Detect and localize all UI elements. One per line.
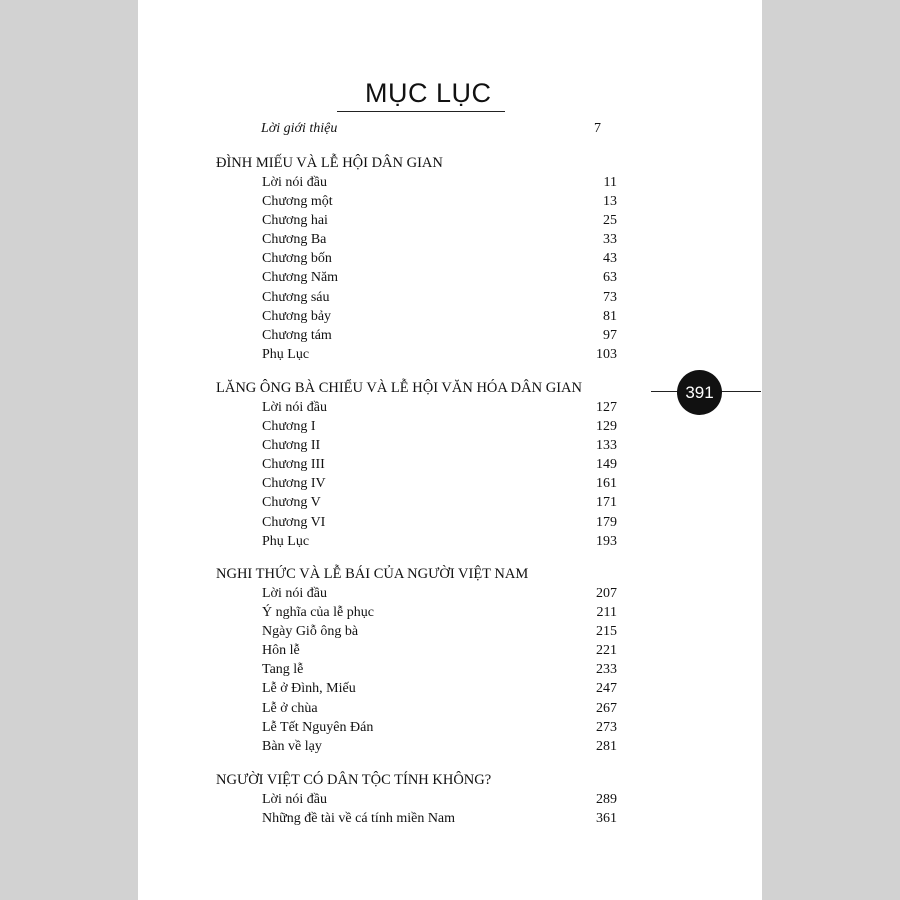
entry-label: Lời nói đầu — [262, 400, 327, 415]
entry-page: 207 — [596, 586, 617, 601]
toc-entry — [262, 792, 617, 811]
entry-label: Chương một — [262, 194, 333, 209]
entry-label: Lời nói đầu — [262, 586, 327, 601]
entry-page: 127 — [596, 400, 617, 415]
entry-page: 211 — [596, 605, 617, 620]
entry-page: 161 — [596, 476, 617, 491]
toc-entry — [262, 438, 617, 457]
toc-entry — [262, 290, 617, 309]
entry-page: 73 — [603, 290, 617, 305]
section-title: ĐÌNH MIẾU VÀ LỄ HỘI DÂN GIAN — [216, 155, 443, 171]
entry-label: Ngày Giỗ ông bà — [262, 624, 359, 639]
toc-entry — [262, 400, 617, 419]
entry-label: Phụ Lục — [262, 347, 310, 362]
intro-label: Lời giới thiệu — [261, 121, 338, 136]
toc-entry — [262, 701, 617, 720]
entry-page: 63 — [603, 270, 617, 285]
entry-label: Chương hai — [262, 213, 328, 228]
entry-label: Chương sáu — [262, 290, 330, 305]
entry-page: 281 — [596, 739, 617, 754]
entry-label: Tang lễ — [262, 662, 304, 677]
section-title: NGHI THỨC VÀ LỄ BÁI CỦA NGƯỜI VIỆT NAM — [216, 566, 529, 582]
entry-page: 11 — [603, 175, 617, 190]
entry-label: Chương bốn — [262, 251, 332, 266]
toc-entry — [262, 270, 617, 289]
toc-entry — [262, 739, 617, 758]
entry-label: Lời nói đầu — [262, 175, 327, 190]
entry-page: 233 — [596, 662, 617, 677]
entry-page: 129 — [596, 419, 617, 434]
toc-entry — [262, 213, 617, 232]
page-number-badge: 391 — [677, 370, 722, 415]
entry-label: Bàn về lạy — [262, 739, 322, 754]
title-underline — [337, 111, 505, 112]
entry-label: Lễ ở chùa — [262, 701, 318, 716]
toc-entry — [262, 419, 617, 438]
entry-page: 43 — [603, 251, 617, 266]
entry-page: 221 — [596, 643, 617, 658]
entry-label: Lễ Tết Nguyên Đán — [262, 720, 374, 735]
entry-label: Chương I — [262, 419, 316, 434]
entry-page: 97 — [603, 328, 617, 343]
toc-entry — [262, 534, 617, 553]
toc-entry — [262, 720, 617, 739]
entry-label: Những đề tài về cá tính miền Nam — [262, 811, 456, 826]
toc-entry — [262, 309, 617, 328]
entry-page: 33 — [603, 232, 617, 247]
toc-entry — [262, 495, 617, 514]
entry-label: Lời nói đầu — [262, 792, 327, 807]
toc-entry — [262, 681, 617, 700]
toc-entry — [262, 232, 617, 251]
toc-entry — [262, 457, 617, 476]
entry-label: Chương Ba — [262, 232, 327, 247]
entry-label: Chương IV — [262, 476, 326, 491]
section-title: NGƯỜI VIỆT CÓ DÂN TỘC TÍNH KHÔNG? — [216, 772, 492, 788]
toc-entry — [262, 251, 617, 270]
toc-entry — [262, 624, 617, 643]
entry-page: 193 — [596, 534, 617, 549]
entry-page: 25 — [603, 213, 617, 228]
entry-page: 133 — [596, 438, 617, 453]
entry-label: Chương tám — [262, 328, 332, 343]
toc-entry — [262, 643, 617, 662]
entry-label: Chương bảy — [262, 309, 332, 324]
intro-page-number: 7 — [594, 121, 601, 136]
page-title: MỤC LỤC — [365, 78, 492, 108]
entry-page: 103 — [596, 347, 617, 362]
entry-page: 149 — [596, 457, 617, 472]
section-title: LĂNG ÔNG BÀ CHIỂU VÀ LỄ HỘI VĂN HÓA DÂN GIAN — [216, 380, 582, 396]
entry-label: Chương VI — [262, 515, 326, 530]
entry-label: Chương V — [262, 495, 321, 510]
toc-entry — [262, 347, 617, 366]
toc-entry — [262, 515, 617, 534]
entry-label: Hôn lễ — [262, 643, 300, 658]
entry-label: Chương III — [262, 457, 325, 472]
entry-page: 361 — [596, 811, 617, 826]
toc-entry — [262, 605, 617, 624]
entry-page: 179 — [596, 515, 617, 530]
entry-label: Chương II — [262, 438, 321, 453]
toc-entry — [262, 194, 617, 213]
entry-page: 215 — [596, 624, 617, 639]
toc-entry — [262, 476, 617, 495]
entry-label: Chương Năm — [262, 270, 339, 285]
entry-page: 273 — [596, 720, 617, 735]
entry-label: Phụ Lục — [262, 534, 310, 549]
entry-page: 13 — [603, 194, 617, 209]
entry-page: 247 — [596, 681, 617, 696]
entry-page: 171 — [596, 495, 617, 510]
entry-page: 267 — [596, 701, 617, 716]
entry-label: Ý nghĩa của lễ phục — [262, 605, 374, 620]
toc-entry — [262, 175, 617, 194]
entry-label: Lễ ở Đình, Miếu — [262, 681, 356, 696]
entry-page: 289 — [596, 792, 617, 807]
toc-entry — [262, 586, 617, 605]
toc-entry — [262, 811, 617, 830]
entry-page: 81 — [603, 309, 617, 324]
toc-entry — [262, 328, 617, 347]
toc-entry — [262, 662, 617, 681]
